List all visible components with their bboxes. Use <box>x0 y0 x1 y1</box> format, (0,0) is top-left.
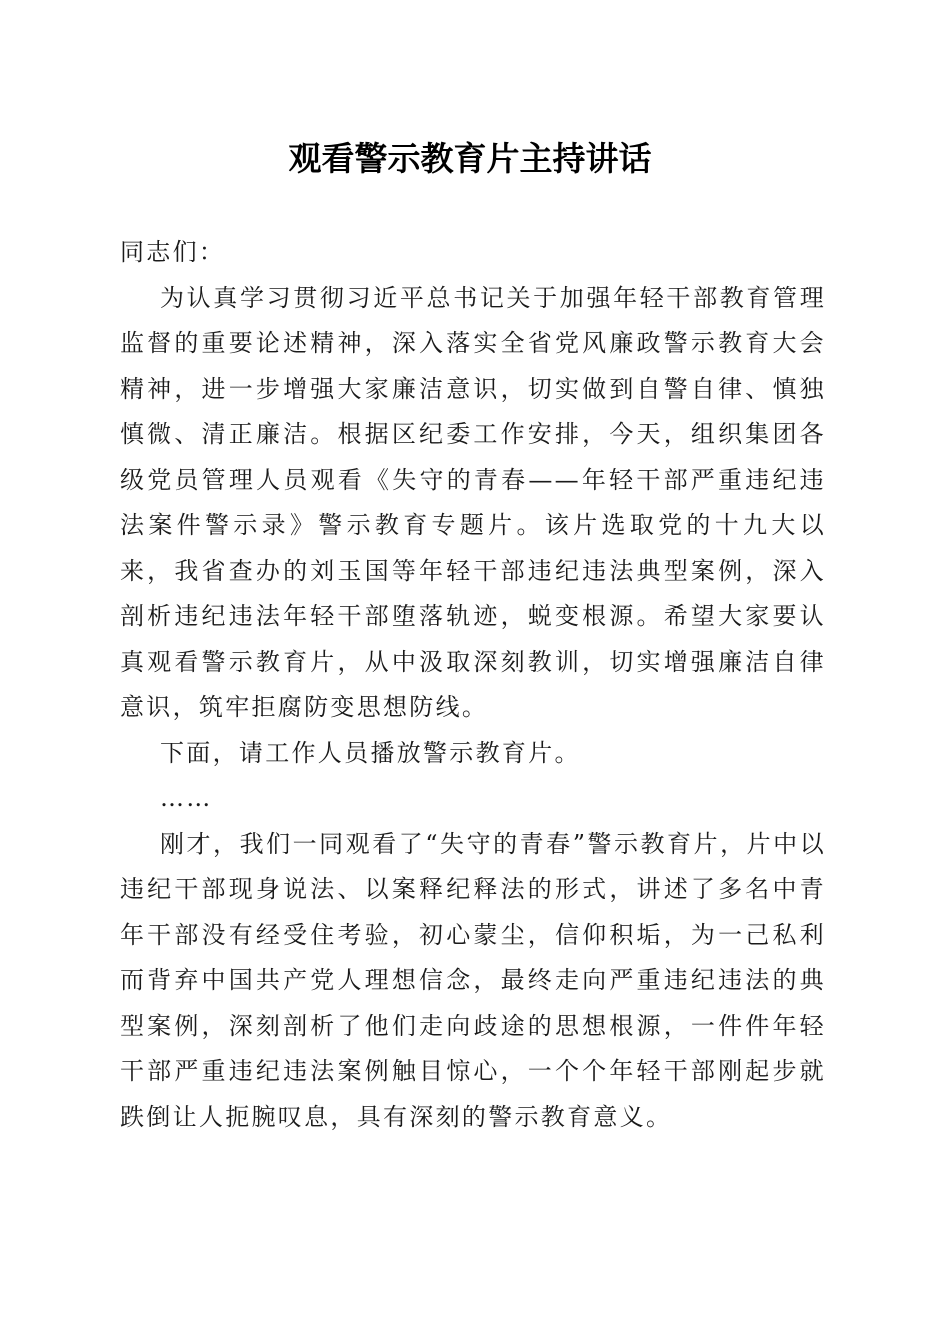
paragraph-intro: 为认真学习贯彻习近平总书记关于加强年轻干部教育管理监督的重要论述精神，深入落实全省党风廉政警示教育大会精神，进一步增强大家廉洁意识，切实做到自警自律、慎独慎微、清正廉洁。根据区纪委工作安排，今天，组织集团各级党员管理人员观看《失守的青春——年轻干部严重违纪违法案件警示录》警示教育专题片。该片选取党的十九大以来，我省查办的刘玉国等年轻干部违纪违法典型案例，深入剖析违纪违法年轻干部堕落轨迹，蜕变根源。希望大家要认真观看警示教育片，从中汲取深刻教训，切实增强廉洁自律意识，筑牢拒腐防变思想防线。 <box>120 283 826 721</box>
document-title: 观看警示教育片主持讲话 <box>288 139 652 178</box>
paragraph-ellipsis: …… <box>160 784 213 812</box>
paragraph-reflection: 刚才，我们一同观看了“失守的青春”警示教育片，片中以违纪干部现身说法、以案释纪释法的形式，讲述了多名中青年干部没有经受住考验，初心蒙尘，信仰积垢，为一己私利而背弃中国共产党人理想信念，最终走向严重违纪违法的典型案例，深刻剖析了他们走向歧途的思想根源，一件件年轻干部严重违纪违法案例触目惊心，一个个年轻干部刚起步就跌倒让人扼腕叹息，具有深刻的警示教育意义。 <box>120 829 826 1131</box>
paragraph-play-film: 下面，请工作人员播放警示教育片。 <box>160 738 581 767</box>
salutation: 同志们： <box>120 238 226 266</box>
document-body <box>120 230 826 1140</box>
